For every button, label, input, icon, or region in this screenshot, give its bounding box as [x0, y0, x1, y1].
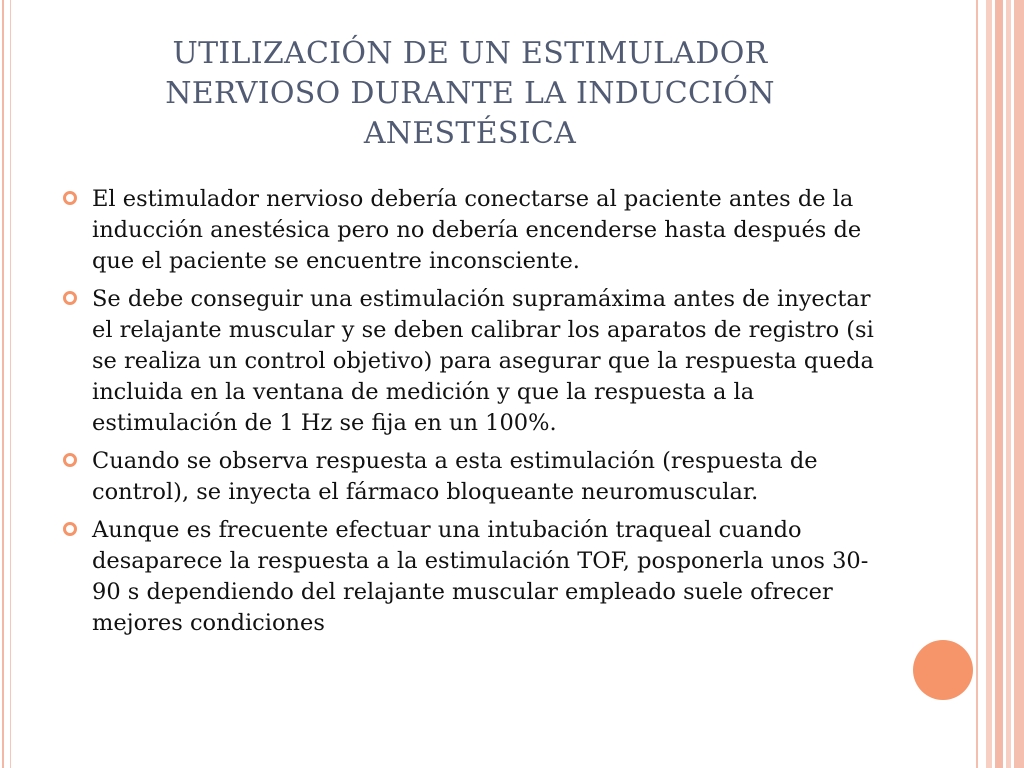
- bullet-item: [60, 515, 890, 639]
- bullet-item: [60, 446, 890, 508]
- right-decor-stripe: [976, 0, 978, 768]
- left-frame-line: [2, 0, 4, 768]
- bullet-text: Se debe conseguir una estimulación supramáxima antes de inyectar el relajante muscular y se deben calibrar los aparatos de registro (si se realiza un control objetivo) para asegurar que la respuesta queda incluida en la ventana de medición y que la respuesta a la estimulación de 1 Hz se fija en un 100%.: [92, 286, 874, 436]
- accent-circle: [913, 640, 973, 700]
- circle-bullet-icon: [62, 290, 78, 306]
- left-frame-line: [10, 0, 11, 768]
- bullet-list: [60, 184, 890, 646]
- circle-bullet-icon: [62, 190, 78, 206]
- right-decor-stripe: [1014, 0, 1024, 768]
- right-decor-stripe: [1006, 0, 1011, 768]
- slide-title: UTILIZACIÓN DE UN ESTIMULADOR NERVIOSO DURANTE LA INDUCCIÓN ANESTÉSICA: [165, 36, 775, 151]
- circle-bullet-icon: [62, 521, 78, 537]
- bullet-text: Cuando se observa respuesta a esta estimulación (respuesta de control), se inyecta el fármaco bloqueante neuromuscular.: [92, 448, 818, 505]
- bullet-text: El estimulador nervioso debería conectarse al paciente antes de la inducción anestésica pero no debería encenderse hasta después de que el paciente se encuentre inconsciente.: [92, 186, 862, 274]
- bullet-text: Aunque es frecuente efectuar una intubación traqueal cuando desaparece la respuesta a la estimulación TOF, posponerla unos 30-90 s dependiendo del relajante muscular empleado suele ofrecer mejores condiciones: [92, 517, 869, 636]
- right-decor-stripe: [995, 0, 1003, 768]
- bullet-item: [60, 184, 890, 277]
- right-decor-stripe: [986, 0, 992, 768]
- circle-bullet-icon: [62, 452, 78, 468]
- bullet-item: [60, 284, 890, 439]
